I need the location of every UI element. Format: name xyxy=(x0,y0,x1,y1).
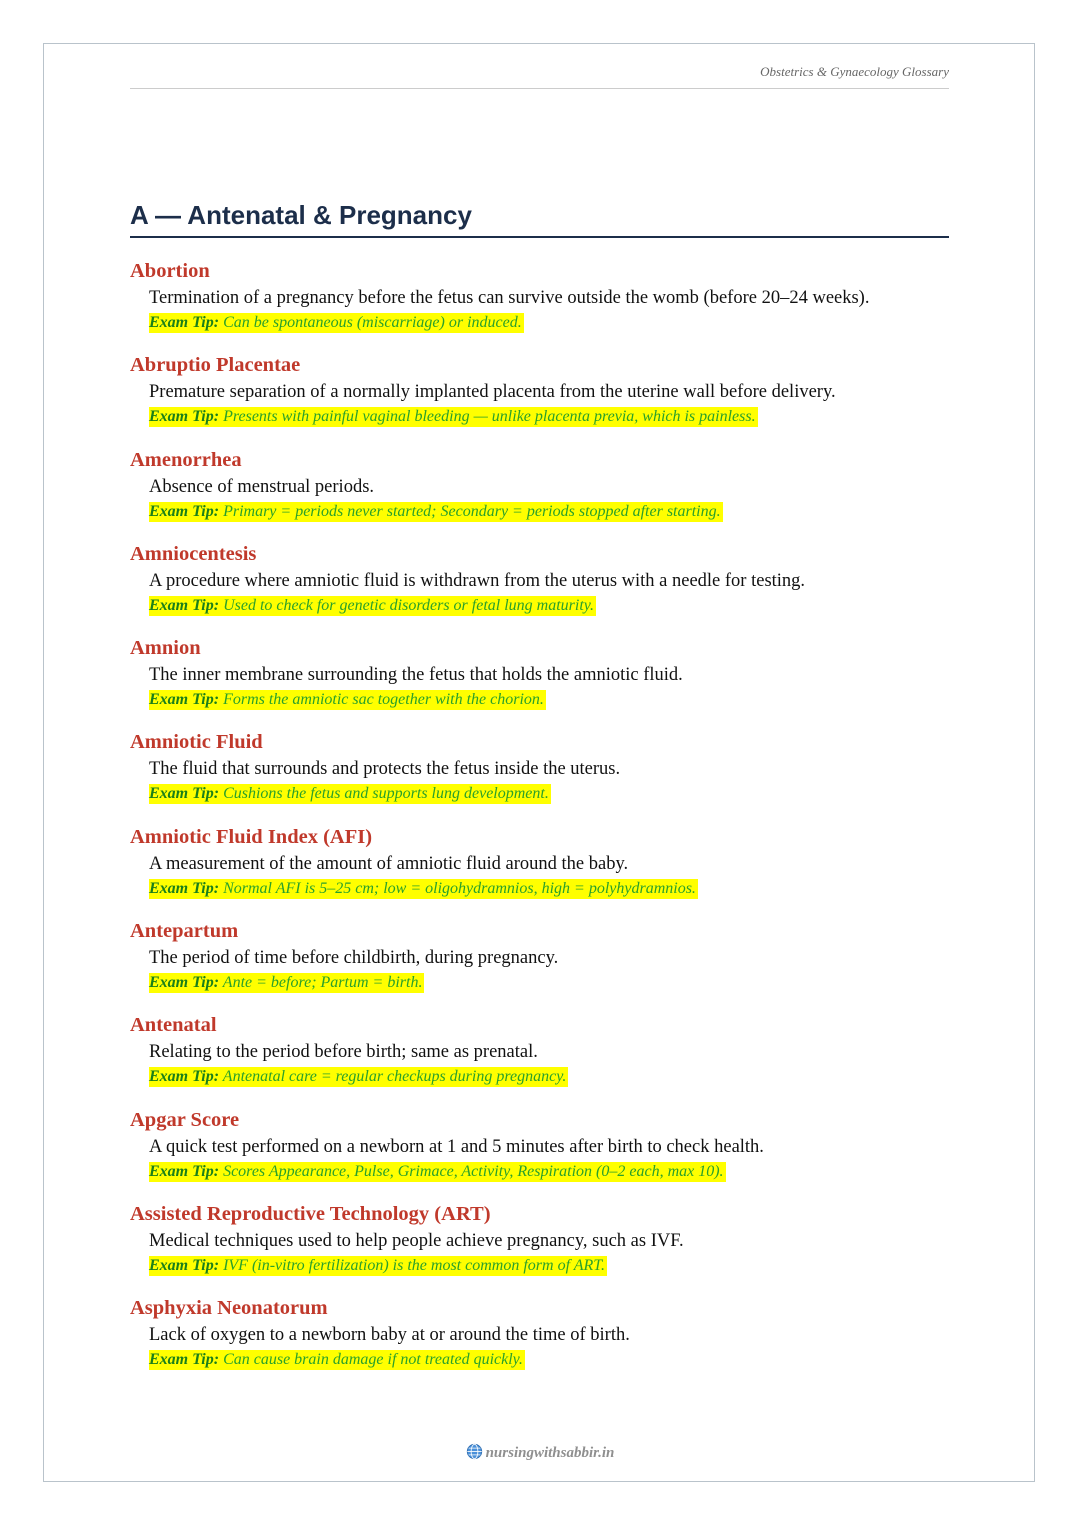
exam-tip-text: Primary = periods never started; Secondary = periods stopped after starting. xyxy=(223,502,721,520)
exam-tip-label: Exam Tip: xyxy=(149,879,220,897)
exam-tip xyxy=(149,1349,949,1371)
exam-tip-label: Exam Tip: xyxy=(149,596,220,614)
page-footer xyxy=(0,1443,1080,1465)
exam-tip-label: Exam Tip: xyxy=(149,691,220,709)
glossary-definition: Medical techniques used to help people achieve pregnancy, such as IVF. xyxy=(149,1230,684,1251)
glossary-entry xyxy=(130,728,949,822)
running-header xyxy=(130,64,949,89)
glossary-term: Amenorrhea xyxy=(130,448,242,471)
glossary-definition: Termination of a pregnancy before the fetus can survive outside the womb (before 20–24 weeks). xyxy=(149,288,870,308)
glossary-term: Amniotic Fluid xyxy=(130,731,263,754)
glossary-term: Asphyxia Neonatorum xyxy=(130,1297,328,1320)
glossary-definition: The inner membrane surrounding the fetus that holds the amniotic fluid. xyxy=(149,665,683,686)
glossary-definition: Lack of oxygen to a newborn baby at or around the time of birth. xyxy=(149,1325,630,1346)
exam-tip-text: Can be spontaneous (miscarriage) or induced. xyxy=(223,314,522,331)
exam-tip-text: Used to check for genetic disorders or fetal lung maturity. xyxy=(223,596,594,614)
exam-tip xyxy=(149,595,949,617)
glossary-entry xyxy=(130,1011,949,1105)
glossary-term: Antepartum xyxy=(130,920,239,943)
exam-tip xyxy=(149,1066,949,1088)
exam-tip xyxy=(149,1255,949,1277)
glossary-entry xyxy=(130,351,949,445)
glossary-entry xyxy=(130,823,949,917)
exam-tip-label: Exam Tip: xyxy=(149,408,220,426)
exam-tip-text: Presents with painful vaginal bleeding — unlike placenta previa, which is painless. xyxy=(223,408,756,426)
glossary-term: Amnion xyxy=(130,637,201,660)
exam-tip xyxy=(149,312,949,334)
exam-tip-label: Exam Tip: xyxy=(149,974,220,992)
glossary-term: Assisted Reproductive Technology (ART) xyxy=(130,1202,491,1225)
exam-tip-label: Exam Tip: xyxy=(149,314,220,331)
section-title: A — Antenatal & Pregnancy xyxy=(130,196,949,238)
glossary-term: Antenatal xyxy=(130,1014,217,1037)
glossary-entry xyxy=(130,540,949,634)
exam-tip-label: Exam Tip: xyxy=(149,502,220,520)
glossary-definition: A quick test performed on a newborn at 1 and 5 minutes after birth to check health. xyxy=(149,1136,764,1157)
glossary-entry xyxy=(130,1294,949,1388)
exam-tip-label: Exam Tip: xyxy=(149,1068,220,1086)
glossary-term: Amniocentesis xyxy=(130,542,257,565)
glossary-definition: Premature separation of a normally implanted placenta from the uterine wall before delivery. xyxy=(149,382,836,403)
glossary-definition: A measurement of the amount of amniotic fluid around the baby. xyxy=(149,853,629,874)
exam-tip xyxy=(149,783,949,805)
exam-tip-text: Antenatal care = regular checkups during pregnancy. xyxy=(222,1068,567,1086)
glossary-term: Amniotic Fluid Index (AFI) xyxy=(130,825,373,848)
glossary-definition: Absence of menstrual periods. xyxy=(149,476,375,497)
glossary-term: Abruptio Placentae xyxy=(130,354,301,377)
glossary-definition: A procedure where amniotic fluid is withdrawn from the uterus with a needle for testing. xyxy=(149,570,806,591)
exam-tip-label: Exam Tip: xyxy=(149,1351,220,1369)
running-header-title: Obstetrics & Gynaecology Glossary xyxy=(760,64,949,79)
glossary-entry xyxy=(130,446,949,540)
footer-site-link[interactable]: nursingwithsabbir.in xyxy=(485,1445,615,1461)
glossary-entry xyxy=(130,917,949,1011)
globe-icon xyxy=(466,1443,483,1465)
exam-tip-text: Forms the amniotic sac together with the chorion. xyxy=(223,691,544,709)
exam-tip xyxy=(149,406,949,428)
exam-tip-text: Scores Appearance, Pulse, Grimace, Activity, Respiration (0–2 each, max 10). xyxy=(223,1162,724,1180)
glossary-term: Apgar Score xyxy=(130,1108,240,1131)
exam-tip-text: IVF (in-vitro fertilization) is the most common form of ART. xyxy=(223,1256,605,1274)
exam-tip xyxy=(149,501,949,523)
glossary-definition: The period of time before childbirth, during pregnancy. xyxy=(149,948,559,969)
exam-tip-text: Can cause brain damage if not treated quickly. xyxy=(223,1351,523,1369)
exam-tip-label: Exam Tip: xyxy=(149,785,220,803)
exam-tip-label: Exam Tip: xyxy=(149,1162,220,1180)
exam-tip-label: Exam Tip: xyxy=(149,1256,220,1274)
exam-tip-text: Normal AFI is 5–25 cm; low = oligohydramnios, high = polyhydramnios. xyxy=(223,879,696,897)
glossary-list xyxy=(130,257,949,1389)
exam-tip xyxy=(149,878,949,900)
exam-tip-text: Ante = before; Partum = birth. xyxy=(222,974,423,992)
glossary-definition: Relating to the period before birth; same as prenatal. xyxy=(149,1042,538,1063)
glossary-term: Abortion xyxy=(130,260,210,282)
glossary-entry xyxy=(130,634,949,728)
exam-tip-text: Cushions the fetus and supports lung development. xyxy=(223,785,549,803)
glossary-definition: The fluid that surrounds and protects the fetus inside the uterus. xyxy=(149,759,621,780)
glossary-entry xyxy=(130,257,949,351)
exam-tip xyxy=(149,1161,949,1183)
exam-tip xyxy=(149,689,949,711)
glossary-entry xyxy=(130,1200,949,1294)
glossary-entry xyxy=(130,1106,949,1200)
exam-tip xyxy=(149,972,949,994)
